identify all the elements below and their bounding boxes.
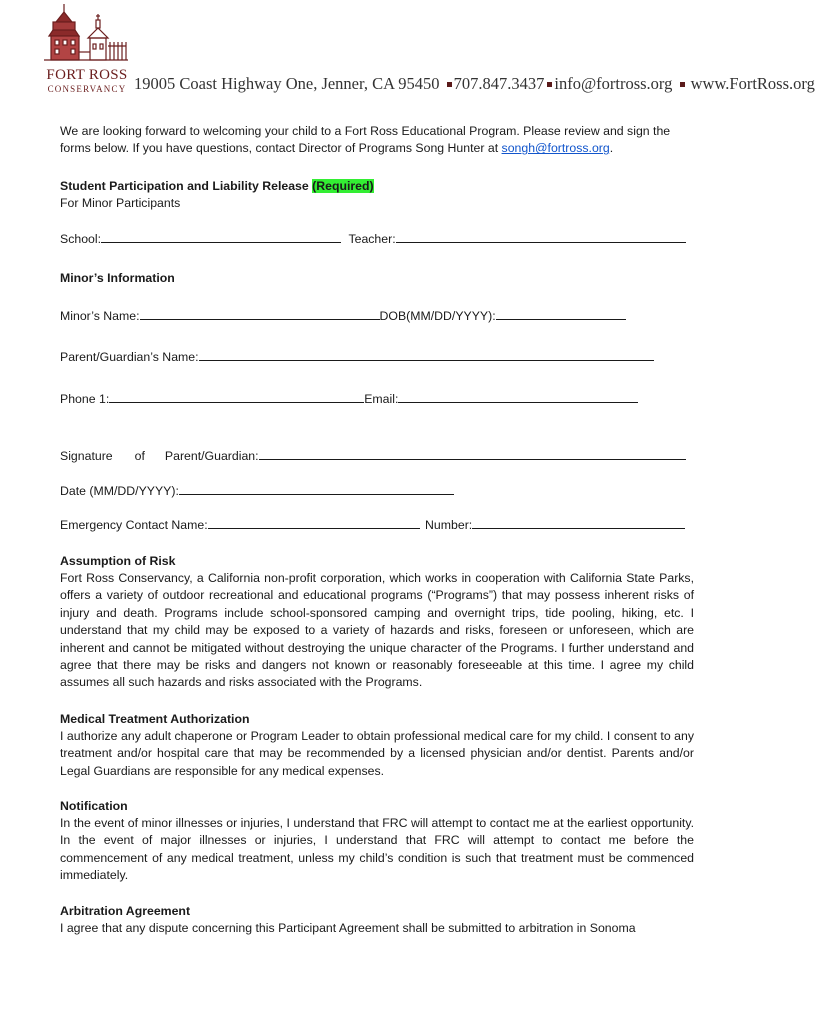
logo-subtitle: CONSERVANCY <box>47 84 127 94</box>
dob-input[interactable] <box>496 307 626 320</box>
phone-label: Phone 1: <box>60 392 110 406</box>
school-label: School: <box>60 232 102 246</box>
address-bar <box>134 74 815 94</box>
fort-ross-logo <box>44 2 128 100</box>
parent-name-label: Parent/Guardian’s Name: <box>60 350 199 364</box>
signature-input[interactable] <box>259 447 686 460</box>
letterhead <box>40 2 815 102</box>
website: www.FortRoss.org <box>690 74 815 93</box>
risk-body: Fort Ross Conservancy, a California non-profit corporation, which works in cooperation with California State Parks, offers a variety of outdoor recreational and educational programs (“Programs”) that may possess inherent risks of injury and death. Programs include school-sponsored camping and overnight trips, tide pooling, hiking, etc. I understand that my child may be exposed to a variety of hazards and risks, foreseen or unforeseen, which are inherent and cannot be mitigated without destroying the unique character of the Programs. I further understand and agree that there may be risks and dangers not known or reasonably foreseeable at this time. I agree my child assumes all such hazards and risks associated with the Programs. <box>60 571 694 690</box>
school-input[interactable] <box>101 230 341 243</box>
date-row <box>60 482 454 498</box>
signature-parent-label: Parent/Guardian: <box>164 449 259 463</box>
notification-body: In the event of minor illnesses or injuries, I understand that FRC will attempt to contact me at the earliest opportunity. In the event of major illnesses or injuries, I understand that FRC will attempt to contact me before the commencement of any medical treatment, unless my child’s condition is such that treatment must be commenced immediately. <box>60 816 694 883</box>
minor-name-row <box>60 307 626 323</box>
phone: 707.847.3437 <box>453 74 545 93</box>
phone-email-row <box>60 390 638 406</box>
required-badge: (Required) <box>312 179 374 193</box>
arbitration-heading: Arbitration Agreement <box>60 904 191 918</box>
phone-input[interactable] <box>109 390 364 403</box>
emergency-number-label: Number: <box>425 518 473 532</box>
email-input[interactable] <box>398 390 638 403</box>
address: 19005 Coast Highway One, Jenner, CA 95450 <box>134 74 440 93</box>
minors-info-heading: Minor’s Information <box>60 271 175 285</box>
risk-heading: Assumption of Risk <box>60 554 176 568</box>
arbitration-body: I agree that any dispute concerning this Participant Agreement shall be submitted to arbitration in Sonoma <box>60 921 636 935</box>
notification-heading: Notification <box>60 799 128 813</box>
date-input[interactable] <box>179 482 454 495</box>
release-heading <box>60 178 694 195</box>
intro-paragraph <box>60 123 694 158</box>
separator-square-icon <box>547 82 552 87</box>
signature-row <box>60 447 686 463</box>
minor-name-label: Minor’s Name: <box>60 309 140 323</box>
medical-heading: Medical Treatment Authorization <box>60 712 250 726</box>
emergency-name-label: Emergency Contact Name: <box>60 518 208 532</box>
separator-square-icon <box>680 82 685 87</box>
medical-body: I authorize any adult chaperone or Program Leader to obtain professional medical care for my child. I consent to any treatment and/or hospital care that may be recommended by a licensed physician and/or dentist. Parents and/or Legal Guardians are responsible for any medical expenses. <box>60 729 694 778</box>
intro-end: . <box>609 141 614 156</box>
fort-building-icon <box>44 2 128 68</box>
logo-name: FORT ROSS <box>46 67 128 83</box>
signature-of-label: of <box>134 449 145 463</box>
parent-name-input[interactable] <box>199 348 654 361</box>
signature-label: Signature <box>60 449 113 463</box>
minor-name-input[interactable] <box>140 307 380 320</box>
emergency-row <box>60 516 685 532</box>
emergency-name-input[interactable] <box>208 516 420 529</box>
intro-text: We are looking forward to welcoming your child to a Fort Ross Educational Program. Please review and sign the forms below. If you have questions, contact Director of Programs Song Hunter at <box>60 124 671 156</box>
dob-label: DOB(MM/DD/YYYY): <box>379 309 496 323</box>
teacher-input[interactable] <box>396 230 686 243</box>
school-teacher-row <box>60 230 686 246</box>
date-label: Date (MM/DD/YYYY): <box>60 484 179 498</box>
email: info@fortross.org <box>554 74 673 93</box>
teacher-label: Teacher: <box>348 232 396 246</box>
parent-name-row <box>60 348 654 364</box>
separator-square-icon <box>447 82 452 87</box>
release-title: Student Participation and Liability Release <box>60 179 313 193</box>
emergency-number-input[interactable] <box>472 516 685 529</box>
contact-email-link[interactable]: songh@fortross.org <box>501 141 610 156</box>
release-subtitle: For Minor Participants <box>60 196 181 210</box>
email-label: Email: <box>364 392 399 406</box>
